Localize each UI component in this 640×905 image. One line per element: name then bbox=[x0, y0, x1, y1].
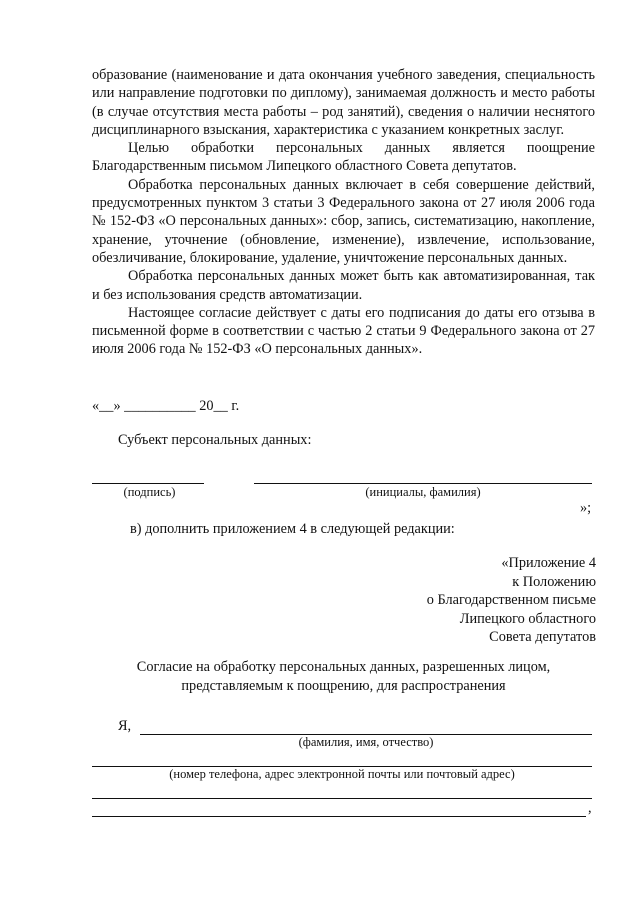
closing-quote: »; bbox=[580, 500, 592, 516]
paragraph-processing-actions: Обработка персональных данных включает в себя совершение действий, предусмотренных пунктом 3 статьи 3 Федерального закона от 27 июля 2006 года № 152-ФЗ «О персональных данных»: сбор, запись, систематизацию, накопление, хранение, уточнение (обновление, изменение), извлечение, использование, обезличивание, блокирование, удаление, уничтожение персональных данных. bbox=[92, 176, 595, 266]
amendment-text: в) дополнить приложением 4 в следующей редакции: bbox=[130, 521, 455, 537]
appendix-line-5: Совета депутатов bbox=[489, 629, 596, 645]
trailing-comma: , bbox=[588, 800, 592, 816]
date-line: «__» __________ 20__ г. bbox=[92, 398, 240, 414]
name-caption: (инициалы, фамилия) bbox=[365, 485, 481, 499]
name-line bbox=[254, 483, 592, 484]
fio-caption: (фамилия, имя, отчество) bbox=[298, 735, 434, 749]
paragraph-education: образование (наименование и дата окончания учебного заведения, специальность или направление подготовки по диплому), занимаемая должность и место работы (в случае отсутствия места работы – род занятий), сведения о наличии неснятого дисциплинарного взыскания, характеристика с указанием конкретных заслуг. bbox=[92, 67, 595, 138]
paragraph-purpose: Целью обработки персональных данных является поощрение Благодарственным письмом Липецкого областного Совета депутатов. bbox=[92, 140, 595, 175]
appendix-header bbox=[427, 554, 596, 647]
consent-title-line-2: представляемым к поощрению, для распространения bbox=[181, 677, 506, 694]
appendix-line-3: о Благодарственном письме bbox=[426, 592, 596, 608]
blank-line-1 bbox=[92, 798, 592, 799]
appendix-line-2: к Положению bbox=[512, 573, 596, 590]
contact-caption: (номер телефона, адрес электронной почты или почтовый адрес) bbox=[169, 767, 515, 781]
blank-line-2 bbox=[92, 816, 586, 817]
i-label: Я, bbox=[118, 718, 132, 734]
paragraph-processing-mode: Обработка персональных данных может быть как автоматизированная, так и без использования средств автоматизации. bbox=[92, 268, 595, 303]
consent-body bbox=[92, 66, 595, 359]
consent-title-line-1: Согласие на обработку персональных данных, разрешенных лицом, bbox=[136, 659, 551, 675]
signature-caption: (подпись) bbox=[123, 485, 176, 499]
signature-line bbox=[92, 483, 204, 484]
appendix-line-4: Липецкого областного bbox=[459, 610, 596, 627]
subject-label: Субъект персональных данных: bbox=[118, 432, 312, 448]
paragraph-validity: Настоящее согласие действует с даты его подписания до даты его отзыва в письменной форме в соответствии с частью 2 статьи 9 Федерального закона от 27 июля 2006 года № 152-ФЗ «О персональных данных». bbox=[92, 304, 595, 358]
appendix-line-1: «Приложение 4 bbox=[501, 555, 596, 571]
consent-title bbox=[92, 658, 595, 695]
